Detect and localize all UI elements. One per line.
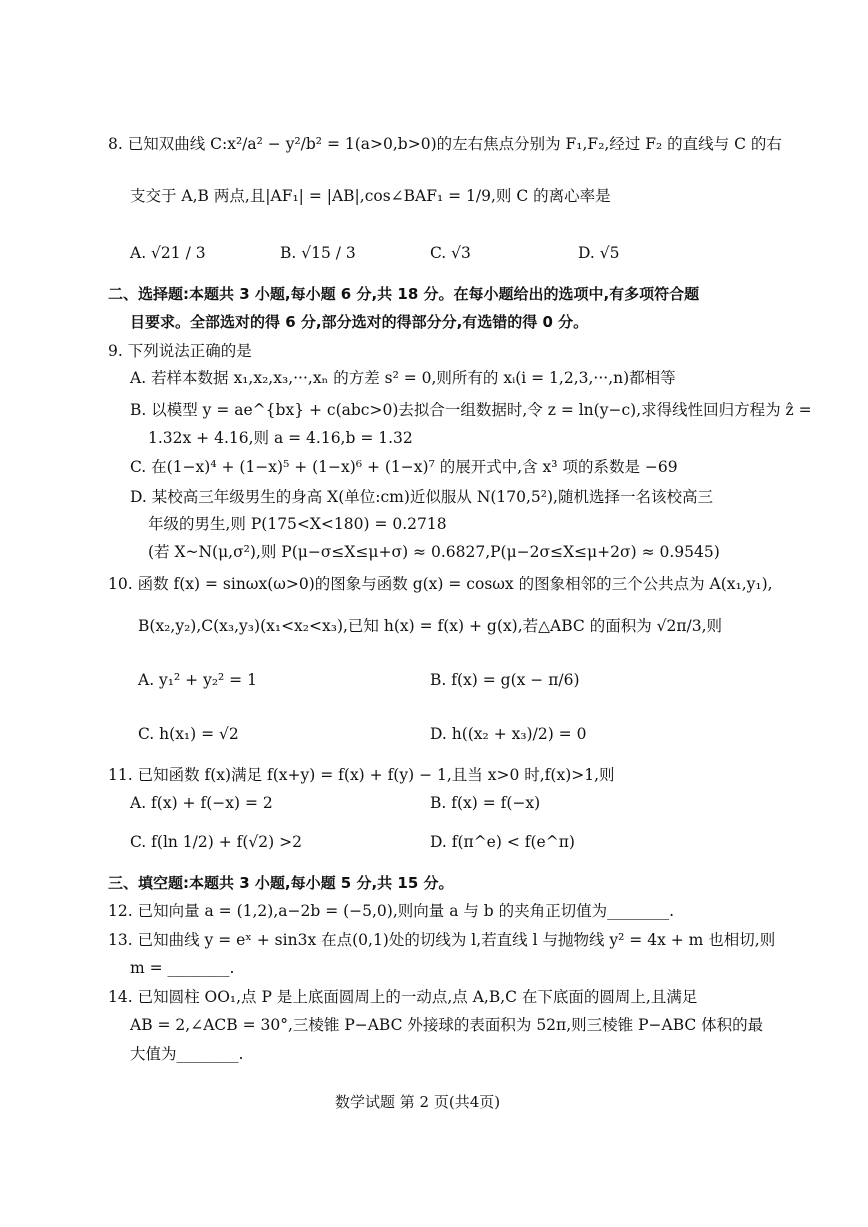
- q9-option-a: A. 若样本数据 x₁,x₂,x₃,···,xₙ 的方差 s² = 0,则所有的 xᵢ(i = 1,2,3,···,n)都相等: [130, 369, 676, 387]
- q10-line1: 10. 函数 f(x) = sinωx(ω>0)的图象与函数 g(x) = cosωx 的图象相邻的三个公共点为 A(x₁,y₁),: [108, 575, 773, 593]
- section2-heading-line1: 二、选择题:本题共 3 小题,每小题 6 分,共 18 分。在每小题给出的选项中,有多项符合题: [108, 285, 700, 303]
- q10-option-d: D. h((x₂ + x₃)/2) = 0: [430, 725, 587, 743]
- q14-line3: 大值为________.: [130, 1045, 244, 1063]
- q9-option-b-line1: B. 以模型 y = ae^{bx} + c(abc>0)去拟合一组数据时,令 z = ln(y−c),求得线性回归方程为 ẑ =: [130, 401, 812, 419]
- q11-option-c: C. f(ln 1/2) + f(√2) >2: [130, 833, 302, 851]
- q11-option-a: A. f(x) + f(−x) = 2: [130, 794, 273, 812]
- page-footer: 数学试题 第 2 页(共4页): [335, 1093, 501, 1111]
- q8-line1: 8. 已知双曲线 C:x²/a² − y²/b² = 1(a>0,b>0)的左右焦点分别为 F₁,F₂,经过 F₂ 的直线与 C 的右: [108, 135, 782, 153]
- q10-option-c: C. h(x₁) = √2: [138, 725, 239, 743]
- q10-line2: B(x₂,y₂),C(x₃,y₃)(x₁<x₂<x₃),已知 h(x) = f(x) + g(x),若△ABC 的面积为 √2π/3,则: [138, 617, 723, 635]
- q8-option-c: C. √3: [430, 244, 471, 262]
- section3-heading: 三、填空题:本题共 3 小题,每小题 5 分,共 15 分。: [108, 874, 454, 892]
- q11-stem: 11. 已知函数 f(x)满足 f(x+y) = f(x) + f(y) − 1,且当 x>0 时,f(x)>1,则: [108, 766, 615, 784]
- section2-heading-line2: 目要求。全部选对的得 6 分,部分选对的得部分分,有选错的得 0 分。: [130, 313, 589, 331]
- q9-option-d-line2: 年级的男生,则 P(175<X<180) = 0.2718: [148, 515, 447, 533]
- q10-option-a: A. y₁² + y₂² = 1: [138, 671, 257, 689]
- q8-option-d: D. √5: [578, 244, 620, 262]
- q14-line2: AB = 2,∠ACB = 30°,三棱锥 P−ABC 外接球的表面积为 52π,则三棱锥 P−ABC 体积的最: [130, 1016, 764, 1034]
- q9-stem: 9. 下列说法正确的是: [108, 342, 252, 360]
- q8-option-a: A. √21 / 3: [130, 244, 206, 262]
- q11-option-d: D. f(π^e) < f(e^π): [430, 833, 575, 851]
- q13-line2: m = ________.: [130, 959, 235, 977]
- q9-option-d-note: (若 X~N(μ,σ²),则 P(μ−σ≤X≤μ+σ) ≈ 0.6827,P(μ−2σ≤X≤μ+2σ) ≈ 0.9545): [148, 543, 720, 561]
- q8-line2: 支交于 A,B 两点,且|AF₁| = |AB|,cos∠BAF₁ = 1/9,则 C 的离心率是: [130, 187, 611, 205]
- q9-option-b-line2: 1.32x + 4.16,则 a = 4.16,b = 1.32: [148, 429, 413, 447]
- q13-line1: 13. 已知曲线 y = eˣ + sin3x 在点(0,1)处的切线为 l,若直线 l 与抛物线 y² = 4x + m 也相切,则: [108, 931, 776, 949]
- q14-line1: 14. 已知圆柱 OO₁,点 P 是上底面圆周上的一动点,点 A,B,C 在下底面的圆周上,且满足: [108, 988, 698, 1006]
- q8-option-b: B. √15 / 3: [280, 244, 356, 262]
- q9-option-d-line1: D. 某校高三年级男生的身高 X(单位:cm)近似服从 N(170,5²),随机选择一名该校高三: [130, 488, 713, 506]
- q12: 12. 已知向量 a = (1,2),a−2b = (−5,0),则向量 a 与 b 的夹角正切值为________.: [108, 902, 675, 920]
- q9-option-c: C. 在(1−x)⁴ + (1−x)⁵ + (1−x)⁶ + (1−x)⁷ 的展开式中,含 x³ 项的系数是 −69: [130, 458, 678, 476]
- q10-option-b: B. f(x) = g(x − π/6): [430, 671, 580, 689]
- q11-option-b: B. f(x) = f(−x): [430, 794, 541, 812]
